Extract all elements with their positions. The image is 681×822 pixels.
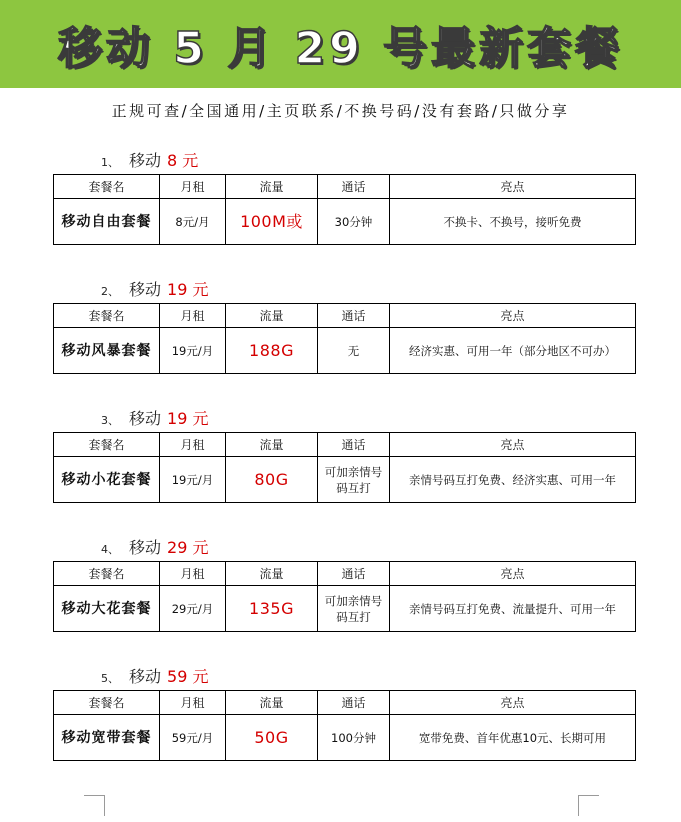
table-header-row	[54, 433, 636, 457]
header-monthly: 月租	[160, 691, 226, 715]
section-number: 3、	[101, 414, 119, 427]
plan-table	[53, 303, 636, 374]
plan-name: 移动小花套餐	[54, 457, 160, 503]
section-carrier: 移动	[129, 409, 162, 428]
header-calls: 通话	[318, 304, 390, 328]
header-monthly: 月租	[160, 304, 226, 328]
section-price: 19 元	[167, 280, 209, 299]
title-banner	[0, 0, 681, 88]
plan-name: 移动风暴套餐	[54, 328, 160, 374]
header-data: 流量	[226, 175, 318, 199]
plan-highlights: 宽带免费、首年优惠10元、长期可用	[390, 715, 636, 761]
section-heading	[101, 277, 208, 300]
plan-monthly: 8元/月	[160, 199, 226, 245]
table-header-row	[54, 691, 636, 715]
table-row	[54, 586, 636, 632]
table-row	[54, 199, 636, 245]
header-plan-name: 套餐名	[54, 304, 160, 328]
header-highlights: 亮点	[390, 175, 636, 199]
plan-highlights: 经济实惠、可用一年（部分地区不可办）	[390, 328, 636, 374]
header-highlights: 亮点	[390, 304, 636, 328]
header-calls: 通话	[318, 175, 390, 199]
section-price: 59 元	[167, 667, 209, 686]
section-number: 4、	[101, 543, 119, 556]
header-data: 流量	[226, 691, 318, 715]
header-plan-name: 套餐名	[54, 562, 160, 586]
plan-calls: 可加亲情号码互打	[318, 586, 390, 632]
table-row	[54, 328, 636, 374]
plan-highlights: 亲情号码互打免费、流量提升、可用一年	[390, 586, 636, 632]
header-monthly: 月租	[160, 562, 226, 586]
header-data: 流量	[226, 304, 318, 328]
header-calls: 通话	[318, 433, 390, 457]
section-heading	[101, 664, 208, 687]
plan-table	[53, 174, 636, 245]
banner-title: 移动 5 月 29 号最新套餐	[57, 23, 624, 74]
plan-data: 50G	[226, 715, 318, 761]
plan-data: 188G	[226, 328, 318, 374]
header-calls: 通话	[318, 562, 390, 586]
plan-table	[53, 561, 636, 632]
plan-table	[53, 432, 636, 503]
plan-calls: 无	[318, 328, 390, 374]
subtitle: 正规可查/全国通用/主页联系/不换号码/没有套路/只做分享	[111, 102, 570, 120]
section-price: 19 元	[167, 409, 209, 428]
plan-calls: 30分钟	[318, 199, 390, 245]
plan-highlights: 不换卡、不换号，接听免费	[390, 199, 636, 245]
plan-name: 移动自由套餐	[54, 199, 160, 245]
plan-monthly: 29元/月	[160, 586, 226, 632]
plan-data: 135G	[226, 586, 318, 632]
plan-calls: 100分钟	[318, 715, 390, 761]
plan-table	[53, 690, 636, 761]
plan-name: 移动大花套餐	[54, 586, 160, 632]
page-corner-mark-right	[578, 795, 599, 816]
table-header-row	[54, 175, 636, 199]
section-price: 29 元	[167, 538, 209, 557]
section-heading	[101, 148, 198, 171]
plan-monthly: 19元/月	[160, 328, 226, 374]
section-price: 8 元	[167, 151, 199, 170]
header-data: 流量	[226, 562, 318, 586]
plan-monthly: 19元/月	[160, 457, 226, 503]
plan-data: 80G	[226, 457, 318, 503]
table-header-row	[54, 562, 636, 586]
header-calls: 通话	[318, 691, 390, 715]
section-number: 1、	[101, 156, 119, 169]
header-data: 流量	[226, 433, 318, 457]
header-monthly: 月租	[160, 433, 226, 457]
section-carrier: 移动	[129, 538, 162, 557]
section-number: 5、	[101, 672, 119, 685]
section-carrier: 移动	[129, 667, 162, 686]
plan-data: 100M或	[226, 199, 318, 245]
plan-highlights: 亲情号码互打免费、经济实惠、可用一年	[390, 457, 636, 503]
plan-calls: 可加亲情号码互打	[318, 457, 390, 503]
plan-monthly: 59元/月	[160, 715, 226, 761]
section-number: 2、	[101, 285, 119, 298]
header-plan-name: 套餐名	[54, 691, 160, 715]
header-plan-name: 套餐名	[54, 433, 160, 457]
section-carrier: 移动	[129, 151, 162, 170]
section-carrier: 移动	[129, 280, 162, 299]
header-monthly: 月租	[160, 175, 226, 199]
header-highlights: 亮点	[390, 691, 636, 715]
table-row	[54, 457, 636, 503]
page-corner-mark-left	[84, 795, 105, 816]
header-highlights: 亮点	[390, 562, 636, 586]
section-heading	[101, 406, 208, 429]
table-row	[54, 715, 636, 761]
table-header-row	[54, 304, 636, 328]
plan-name: 移动宽带套餐	[54, 715, 160, 761]
section-heading	[101, 535, 208, 558]
header-plan-name: 套餐名	[54, 175, 160, 199]
header-highlights: 亮点	[390, 433, 636, 457]
